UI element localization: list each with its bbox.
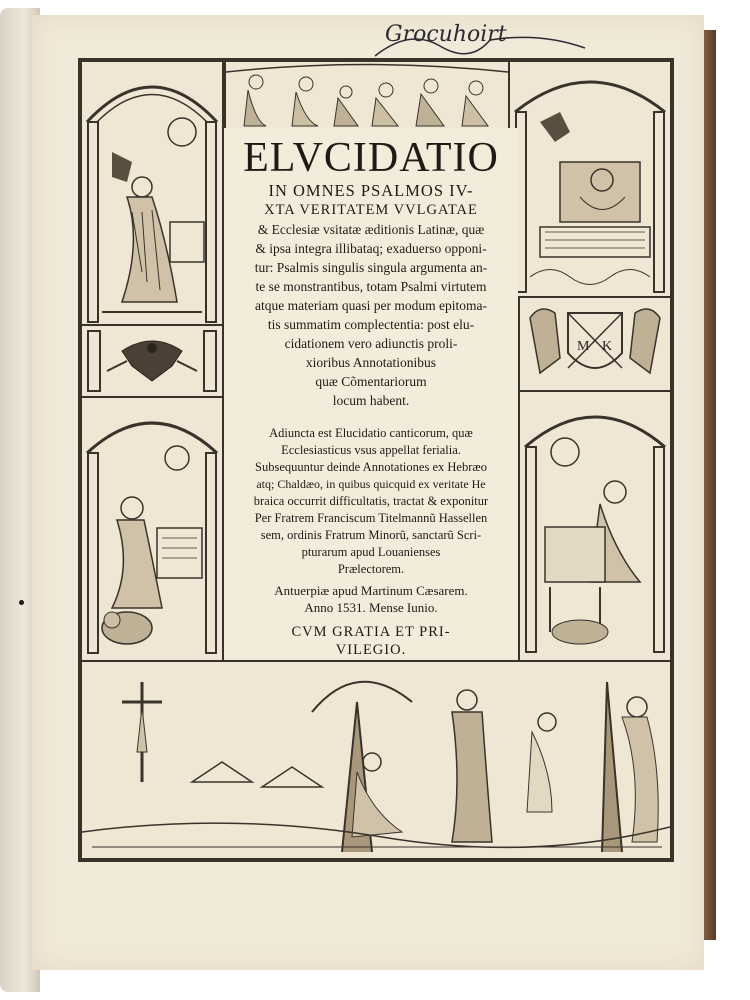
- title-text-block: [224, 128, 518, 660]
- imprint-line-2: Anno 1531. Mense Iunio.: [304, 600, 438, 615]
- description-line-9: Prælectorem.: [337, 562, 405, 576]
- woodcut-crucifixion-garden: [80, 660, 672, 860]
- title-line-8: tis summatim complectentia: post elu-: [267, 317, 475, 332]
- woodcut-heraldic-lions: [518, 296, 672, 392]
- description-line-3: Subsequuntur deinde Annotationes ex Hebræo: [255, 460, 487, 474]
- title-line-6: te se monstrantibus, totam Psalmi virtutem: [255, 279, 487, 294]
- title-line-2: XTA VERITATEM VVLGATAE: [264, 202, 478, 218]
- scholar-desk-illustration: [520, 392, 670, 660]
- privilege-line-2: VILEGIO.: [335, 642, 407, 658]
- woodcut-scholar-at-desk: [518, 390, 672, 662]
- title-line-11: quæ Cõmentariorum: [315, 374, 427, 389]
- title-line-5: tur: Psalmis singulis singula argumenta an-: [254, 260, 488, 275]
- imprint-line-1: Antuerpiæ apud Martinum Cæsarem.: [274, 583, 468, 598]
- crucifixion-garden-illustration: [82, 662, 670, 858]
- title-line-7: atque materiam quasi per modum epitoma-: [254, 298, 488, 313]
- title-line-4: & ipsa integra illibataq; exaduerso opponi-: [255, 241, 487, 256]
- title-line-9: cidationem vero adiunctis proli-: [284, 336, 458, 351]
- description-line-7: sem, ordinis Fratrum Minorũ, sanctarũ Scri-: [260, 528, 482, 542]
- privilege-line-1: CVM GRATIA ET PRI-: [291, 624, 451, 640]
- description-line-5: braica occurrit difficultatis, tractat & exponitur: [253, 494, 489, 508]
- woodcut-eagle-emblem: [80, 324, 224, 398]
- scribe-angel-illustration: [510, 62, 670, 296]
- title-line-12: locum habent.: [332, 393, 410, 408]
- signature-text: Grocuhoirt: [385, 22, 507, 47]
- title-line-1: IN OMNES PSALMOS IV-: [268, 181, 474, 200]
- eagle-illustration: [82, 326, 222, 396]
- woodcut-evangelist-angel: [80, 60, 224, 326]
- evangelist-angel-illustration: [82, 62, 222, 324]
- scholar-lion-illustration: [82, 398, 222, 660]
- description-line-4: atq; Chaldæo, in quibus quicquid ex veritate He: [256, 477, 486, 491]
- description-line-1: Adiuncta est Elucidatio canticorum, quæ: [269, 426, 473, 440]
- binding-hole: [19, 600, 24, 605]
- title-line-3: & Ecclesiæ vsitatæ æditionis Latinæ, quæ: [257, 222, 485, 237]
- description-line-2: Ecclesiasticus vsus appellat ferialia.: [281, 443, 461, 457]
- woodcut-scholar-with-lion: [80, 396, 224, 662]
- title-main: ELVCIDATIO: [243, 135, 499, 181]
- woodcut-scribe-angel: [508, 60, 672, 298]
- title-line-10: xioribus Annotationibus: [305, 355, 437, 370]
- crowd-illustration: [226, 62, 508, 128]
- woodcut-crowd-scene: [224, 60, 510, 130]
- description-line-8: pturarum apud Louanienses: [301, 545, 441, 559]
- heraldic-illustration: [520, 298, 670, 390]
- shield-letter-k: K: [602, 339, 613, 354]
- shield-letter-m: M: [577, 339, 590, 354]
- description-line-6: Per Fratrem Franciscum Titelmannũ Hassellen: [254, 511, 488, 525]
